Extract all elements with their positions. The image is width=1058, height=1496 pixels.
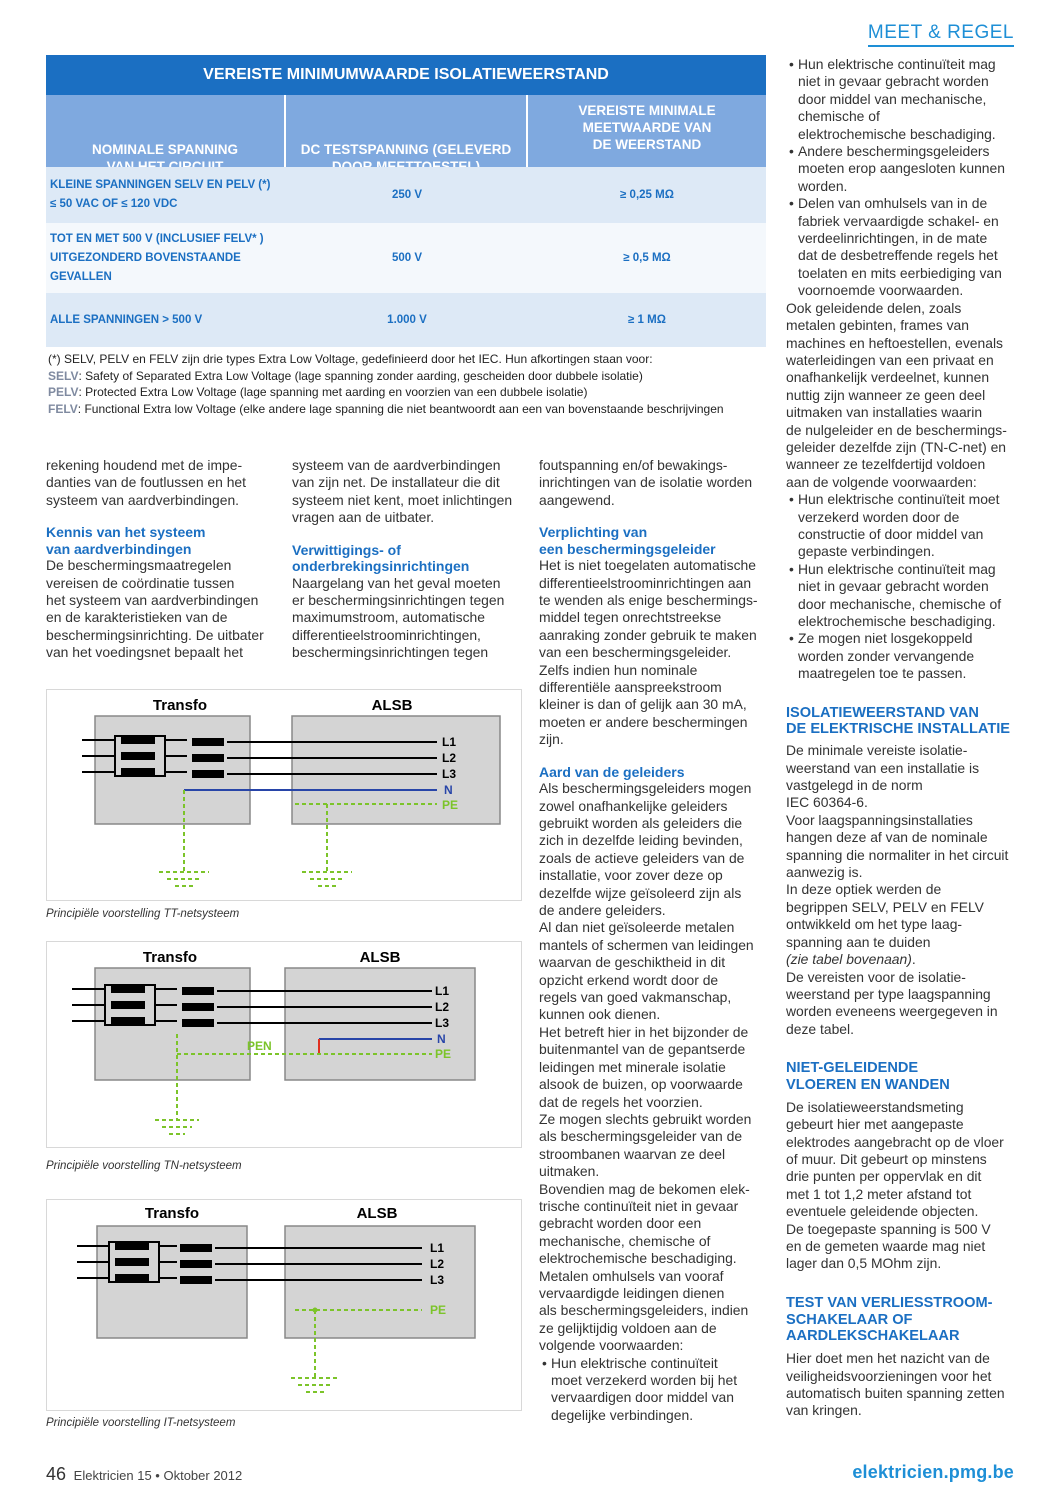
text-line: ze gelijktijdig voldoen aan de	[539, 1319, 717, 1336]
text-line: zich in dezelfde leiding bevinden,	[539, 832, 743, 849]
notes-selv: SELV: Safety of Separated Extra Low Voltage (lage spanning zonder aarding, gescheiden door dubbele isolatie)	[48, 368, 643, 383]
row-resistance: ≥ 0,25 MΩ	[620, 188, 674, 201]
text-line: deze tabel.	[786, 1020, 854, 1037]
text-line: en de gemeten waarde mag niet	[786, 1237, 986, 1254]
text-line: De minimale vereiste isolatie-	[786, 742, 968, 759]
text-line: leidingen met minerale isolatie	[539, 1058, 726, 1075]
text-line: gebracht worden door een	[539, 1215, 702, 1232]
subheading: Kennis van het systeem van aardverbindingen	[46, 524, 206, 557]
text-line: de nulgeleider en de beschermings-	[786, 421, 1007, 438]
text-line: aanwezig is.	[786, 864, 863, 881]
text-line: Zelfs indien hun nominale	[539, 661, 698, 678]
column-1	[46, 457, 276, 662]
l2-label: L2	[430, 1257, 445, 1271]
subheading: Verwittigings- of onderbrekingsinrichtingen	[292, 541, 470, 575]
text-line: van een beschermingsgeleider.	[539, 644, 732, 661]
text-line: worden eveneens weergegeven in	[786, 1003, 998, 1020]
text-line: te wenden als enige beschermings-	[539, 592, 758, 609]
text-line: trische continuïteit niet in gevaar	[539, 1197, 739, 1214]
text-line: alsook de buizen, op voorwaarde	[539, 1076, 743, 1093]
transfo-label: Transfo	[142, 949, 198, 966]
subheading: Aard van de geleiders	[539, 763, 685, 780]
text-line: als beschermingsgeleiders, indien	[539, 1302, 749, 1319]
text-line: differentiële aanspreekstroom	[539, 679, 722, 696]
tn-schematic	[47, 942, 521, 1147]
paragraph: De beschermingsmaatregelen vereisen de coördinatie tussen het systeem van aardverbindingen en de karakteristieken van de beschermingsinrichting. De uitbater van het voedingsnet bepaalt het	[46, 557, 264, 661]
text-line: eventuele geleidende objecten.	[786, 1203, 979, 1220]
text-line: of muur. Dit gebeurt op minstens	[786, 1150, 987, 1167]
notes-felv: FELV: Functional Extra low Voltage (elke andere lage spanning die niet beantwoordt aan een van bovenstaande beschrijvingen	[48, 401, 724, 416]
l1-label: L1	[435, 984, 450, 998]
text-line: waarvan de geschiktheid in dit	[539, 954, 726, 971]
text-line: Al dan niet geïsoleerde metalen	[539, 919, 735, 936]
header-line: VEREISTE MINIMALE	[578, 103, 716, 118]
diagram-it	[46, 1199, 522, 1411]
text-line: metalen gebinten, frames van	[786, 317, 969, 334]
tt-schematic	[47, 690, 521, 900]
issue-label: Elektricien 15 • Oktober 2012	[73, 1468, 243, 1483]
paragraph	[786, 1099, 1016, 1273]
notes-pelv: PELV: Protected Extra Low Voltage (lage spanning met aarding en voorzien van een dubbele isolatie)	[48, 385, 588, 399]
bullet-item: • Ze mogen niet losgekoppeld worden zonder vervangende maatregelen toe te passen.	[789, 630, 975, 682]
text-line: Het is niet toegelaten automatische	[539, 557, 756, 574]
pe-label: PE	[442, 798, 459, 812]
text-line: elektrochemische beschadiging.	[539, 1250, 737, 1267]
text-line: vervaardigde leidingen dienen	[539, 1284, 725, 1301]
page-number: 46	[46, 1464, 67, 1484]
caption-it: Principiële voorstelling IT-netsysteem	[46, 1417, 236, 1429]
bullet-item: • Delen van omhulsels van in de fabriek vervaardigde schakel- en verdeelinrichtingen, in de mate dat de desbetreffende regels het toelaten en mits eerbiediging van voornoemde voorwaarden.	[789, 195, 1002, 299]
diagram-tn	[46, 941, 522, 1148]
text-line: veiligheidsvoorzieningen voor het	[786, 1367, 992, 1384]
text-line: automatisch buiten spanning zetten	[786, 1384, 1005, 1401]
transfo-label: Transfo	[144, 1205, 200, 1222]
text-line: lager dan 0,5 MOhm zijn.	[786, 1255, 942, 1272]
text-line: mechanische, chemische of	[539, 1232, 711, 1249]
table-row	[46, 167, 766, 223]
it-schematic	[47, 1200, 521, 1410]
text-line: moeten er andere beschermingen	[539, 713, 748, 730]
pe-label: PE	[430, 1303, 447, 1317]
section-heading: TEST VAN VERLIESSTROOM- SCHAKELAAR OF AARDLEKSCHAKELAAR	[786, 1294, 993, 1345]
l1-label: L1	[430, 1241, 445, 1255]
text-line: Metalen omhulsels van vooraf	[539, 1267, 724, 1284]
row-testvoltage: 250 V	[391, 188, 423, 201]
paragraph: rekening houdend met de impe- danties van de foutlussen en het systeem van aardverbindingen.	[46, 457, 247, 508]
n-label: N	[444, 783, 453, 797]
text-line: als beschermingsgeleider van de	[539, 1128, 743, 1145]
text-line: stroombanen waarvan ze deel	[539, 1145, 726, 1162]
text-line: vastgelegd in de norm	[786, 777, 923, 794]
text-line: hangen deze af van de nominale	[786, 829, 988, 846]
bullet-item: • Hun elektrische continuïteit moet verzekerd worden bij het vervaardigen door middel van degelijke verbindingen.	[542, 1354, 738, 1423]
paragraph: Naargelang van het geval moeten er beschermingsinrichtingen tegen maximumstroom, automatische differentieelstroominrichtingen, beschermingsinrichtingen tegen	[292, 574, 505, 661]
text-line: buitenmantel van de gepantserde	[539, 1041, 746, 1058]
l2-label: L2	[435, 1000, 450, 1014]
text-line: IEC 60364-6.	[786, 794, 868, 811]
column-2	[292, 457, 522, 662]
bullet-item: • Hun elektrische continuïteit mag niet in gevaar gebracht worden door mechanische, chemische of elektrochemische beschadiging.	[789, 560, 1002, 629]
text-line: Bovendien mag de bekomen elek-	[539, 1180, 750, 1197]
paragraph	[539, 557, 769, 748]
column-4	[786, 56, 1016, 1420]
text-line: onafhankelijk verdeelnet, kunnen	[786, 369, 990, 386]
text-line: zijn.	[539, 731, 564, 748]
l1-label: L1	[442, 735, 457, 749]
text-line: waterleidingen van een privaat en	[786, 351, 994, 368]
footer-issue	[46, 1464, 242, 1485]
text-line: Voor laagspanningsinstallaties	[786, 811, 973, 828]
footer-site-link[interactable]: elektricien.pmg.be	[852, 1462, 1014, 1482]
text-line: geleider dezelfde zijn (TN-C-net) en	[786, 438, 1007, 455]
header-line: DE WEERSTAND	[592, 137, 702, 152]
row-voltage: ALLE SPANNINGEN > 500 V	[50, 313, 203, 326]
text-line: aanraking zonder gebruik te maken	[539, 626, 757, 643]
text-line: Als beschermingsgeleiders mogen	[539, 780, 752, 797]
l3-label: L3	[442, 767, 457, 781]
caption-tt: Principiële voorstelling TT-netsysteem	[46, 908, 240, 920]
n-label: N	[437, 1032, 446, 1046]
text-line: dat de regels het voorzien.	[539, 1093, 703, 1110]
text-line: ontwikkeld om het type laag-	[786, 916, 963, 933]
transfo-label: Transfo	[152, 697, 208, 714]
row-testvoltage: 500 V	[391, 251, 423, 264]
row-testvoltage: 1.000 V	[387, 313, 427, 326]
text-line: dezelfde wijze geïsoleerd zijn als	[539, 884, 742, 901]
text-line: spanning die normaliter in het circuit	[786, 846, 1009, 863]
pe-label: PE	[435, 1047, 452, 1061]
insulation-table	[46, 55, 766, 428]
notes-intro: (*) SELV, PELV en FELV zijn drie types Extra Low Voltage, gedefinieerd door het IEC. Hun afkortingen staan voor:	[48, 352, 653, 366]
header-line: MEETWAARDE VAN	[582, 120, 712, 135]
text-line: gebruikt worden als geleiders die	[539, 815, 743, 831]
l2-label: L2	[442, 751, 457, 765]
text-line: mantels of schermen van leidingen	[539, 936, 754, 953]
text-line: zoals de actieve geleiders van de	[539, 849, 745, 866]
text-line: uitmaken van installaties waarin	[786, 404, 983, 421]
text-line: nuttig zijn wanneer ze geen deel	[786, 386, 986, 403]
bullet-item: • Andere beschermingsgeleiders moeten erop aangesloten kunnen worden.	[789, 143, 1005, 194]
paragraph: systeem van de aardverbindingen van zijn net. De installateur die dit systeem niet kent, moet inlichtingen vragen aan de uitbater.	[292, 457, 513, 526]
text-line: Hier doet men het nazicht van de	[786, 1350, 990, 1367]
text-line: begrippen SELV, PELV en FELV	[786, 898, 984, 915]
row-resistance: ≥ 1 MΩ	[628, 313, 666, 326]
text-line: volgende voorwaarden:	[539, 1337, 684, 1354]
text-line: elektrodes aangebracht op de vloer	[786, 1133, 1004, 1150]
text-line: drie punten per oppervlak en dit	[786, 1168, 982, 1185]
header-line: NOMINALE SPANNING	[91, 142, 238, 157]
paragraph: foutspanning en/of bewakings- inrichtingen van de isolatie worden aangewend.	[539, 457, 753, 508]
text-line: Ook geleidende delen, zoals	[786, 299, 962, 316]
text-line: De toegepaste spanning is 500 V	[786, 1220, 991, 1237]
row-voltage: TOT EN MET 500 V (INCLUSIEF FELV* ) UITGEZONDERD BOVENSTAANDE GEVALLEN	[50, 232, 264, 283]
text-line: De vereisten voor de isolatie-	[786, 968, 966, 985]
l3-label: L3	[435, 1016, 450, 1030]
text-line: Het betreft hier in het bijzonder de	[539, 1023, 749, 1040]
row-resistance: ≥ 0,5 MΩ	[623, 251, 671, 264]
text-line: middel tegen onrechtstreekse	[539, 609, 722, 626]
text-line: kleiner is dan of gelijk aan 30 mA,	[539, 696, 747, 713]
section-title: MEET & REGEL	[868, 22, 1014, 47]
text-line: van kringen.	[786, 1402, 862, 1419]
subheading: Verplichting van een beschermingsgeleider	[539, 524, 716, 557]
text-line: installatie, voor zover deze op	[539, 867, 723, 884]
pen-label: PEN	[247, 1039, 272, 1053]
bullet-item: • Hun elektrische continuïteit moet verzekerd worden door de constructie of door middel van gepaste verbindingen.	[789, 491, 1000, 560]
paragraph: De minimale vereiste isolatie- weerstand van een installatie is vastgelegd in de norm IEC 60364-6. Voor laagspanningsinstallaties hangen deze af van de nominale spanning die normaliter in het circuit aanwezig is. In deze optiek werden de begrippen SELV, PELV en FELV ontwikkeld om het type laag- spanning aan te duiden (zie tabel bovenaan).	[786, 742, 1009, 968]
paragraph	[786, 969, 1016, 1039]
header-line: DC TESTSPANNING (GELEVERD	[300, 142, 512, 157]
section-heading: ISOLATIEWEERSTAND VAN DE ELEKTRISCHE INSTALLATIE	[786, 704, 1011, 738]
text-line: weerstand van een installatie is	[786, 759, 980, 776]
text-line: zowel onafhankelijke geleiders	[539, 797, 728, 814]
bullet-item: • Hun elektrische continuïteit mag niet in gevaar gebracht worden door middel van mechanische, chemische of elektrochemische beschadiging.	[789, 56, 996, 142]
table-row	[46, 293, 766, 347]
table-row	[46, 223, 766, 293]
row-voltage: KLEINE SPANNINGEN SELV EN PELV (*) ≤ 50 VAC OF ≤ 120 VDC	[50, 179, 271, 210]
text-line: regels van goed vakmanschap,	[539, 989, 732, 1006]
text-line: opzicht erkend wordt door de	[539, 971, 719, 988]
text-line: machines en heftoestellen, evenals	[786, 334, 1003, 351]
section-heading: NIET-GELEIDENDE VLOEREN EN WANDEN	[786, 1060, 950, 1093]
text-line: uitmaken.	[539, 1163, 600, 1180]
text-line: wanneer ze tezelfdertijd voldoen	[786, 456, 986, 473]
text-line: spanning aan te duiden	[786, 933, 931, 950]
table-title: VEREISTE MINIMUMWAARDE ISOLATIEWEERSTAND	[46, 55, 766, 95]
text-line: differentieelstroominrichtingen aan	[539, 574, 752, 591]
column-3	[539, 457, 769, 1424]
table-notes	[46, 347, 766, 428]
paragraph	[786, 300, 1016, 491]
text-line: Ze mogen slechts gebruikt worden	[539, 1110, 752, 1127]
text-line: kunnen ook dienen.	[539, 1006, 661, 1023]
alsb-label: ALSB	[359, 949, 401, 966]
paragraph	[539, 780, 769, 1354]
diagram-tt	[46, 689, 522, 901]
text-line: aan de volgende voorwaarden:	[786, 473, 977, 490]
alsb-label: ALSB	[371, 697, 413, 714]
text-line: weerstand per type laagspanning	[786, 985, 991, 1002]
text-line: met 1 tot 1,2 meter afstand tot	[786, 1185, 972, 1202]
text-line: de andere geleiders.	[539, 902, 666, 919]
caption-tn: Principiële voorstelling TN-netsysteem	[46, 1160, 242, 1172]
text-line: In deze optiek werden de	[786, 881, 942, 898]
paragraph	[786, 1350, 1016, 1420]
text-line: gebeurt hier met aangepaste	[786, 1116, 964, 1133]
text-line: De isolatieweerstandsmeting	[786, 1098, 964, 1115]
alsb-label: ALSB	[356, 1205, 398, 1222]
l3-label: L3	[430, 1273, 445, 1287]
